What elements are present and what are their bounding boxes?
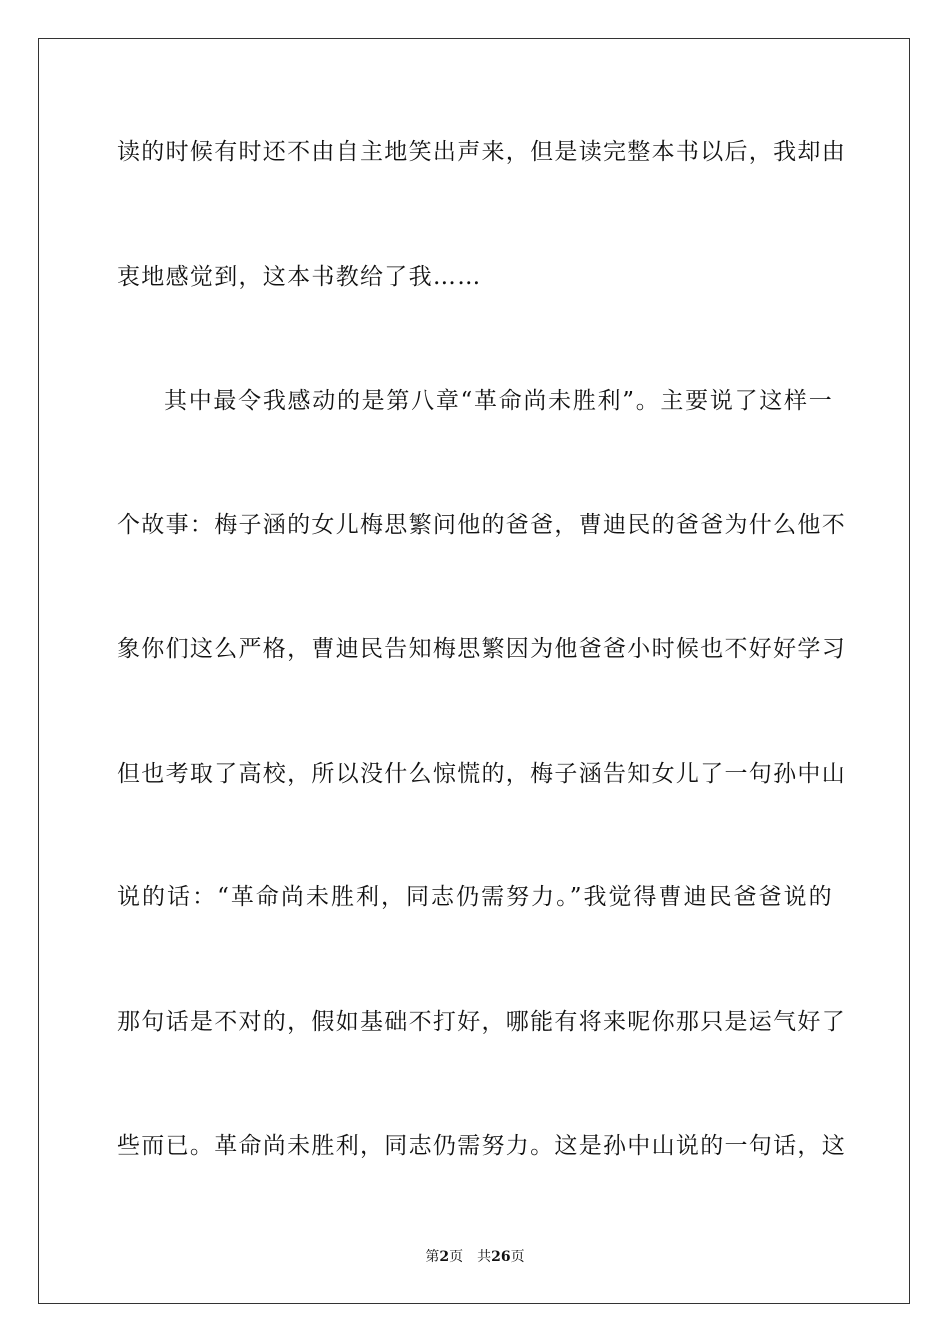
page-prefix: 第 [425, 1249, 440, 1265]
text-line-7: 说的话：“革命尚未胜利，同志仍需努力。”我觉得曹迪民爸爸说的 [117, 884, 833, 910]
text-line-4: 个故事：梅子涵的女儿梅思繁问他的爸爸，曹迪民的爸爸为什么他不 [117, 512, 846, 538]
total-suffix: 页 [510, 1249, 525, 1265]
text-line-8: 那句话是不对的，假如基础不打好，哪能有将来呢你那只是运气好了 [117, 1009, 846, 1035]
page-border [38, 38, 910, 1304]
text-line-1: 读的时候有时还不由自主地笑出声来，但是读完整本书以后，我却由 [117, 139, 846, 165]
text-line-6: 但也考取了高校，所以没什么惊慌的，梅子涵告知女儿了一句孙中山 [117, 761, 846, 787]
page-number: 2 [439, 1249, 450, 1265]
page-suffix: 页 [449, 1249, 464, 1265]
paragraph-start-line: 其中最令我感动的是第八章“革命尚未胜利”。主要说了这样一 [164, 388, 833, 414]
text-line-2: 衷地感觉到，这本书教给了我…… [117, 264, 482, 290]
total-pages: 26 [491, 1249, 511, 1265]
page-footer [0, 1248, 950, 1266]
total-prefix: 共 [477, 1249, 492, 1265]
text-line-5: 象你们这么严格，曹迪民告知梅思繁因为他爸爸小时候也不好好学习 [117, 636, 846, 662]
text-line-9: 些而已。革命尚未胜利，同志仍需努力。这是孙中山说的一句话，这 [117, 1133, 846, 1159]
